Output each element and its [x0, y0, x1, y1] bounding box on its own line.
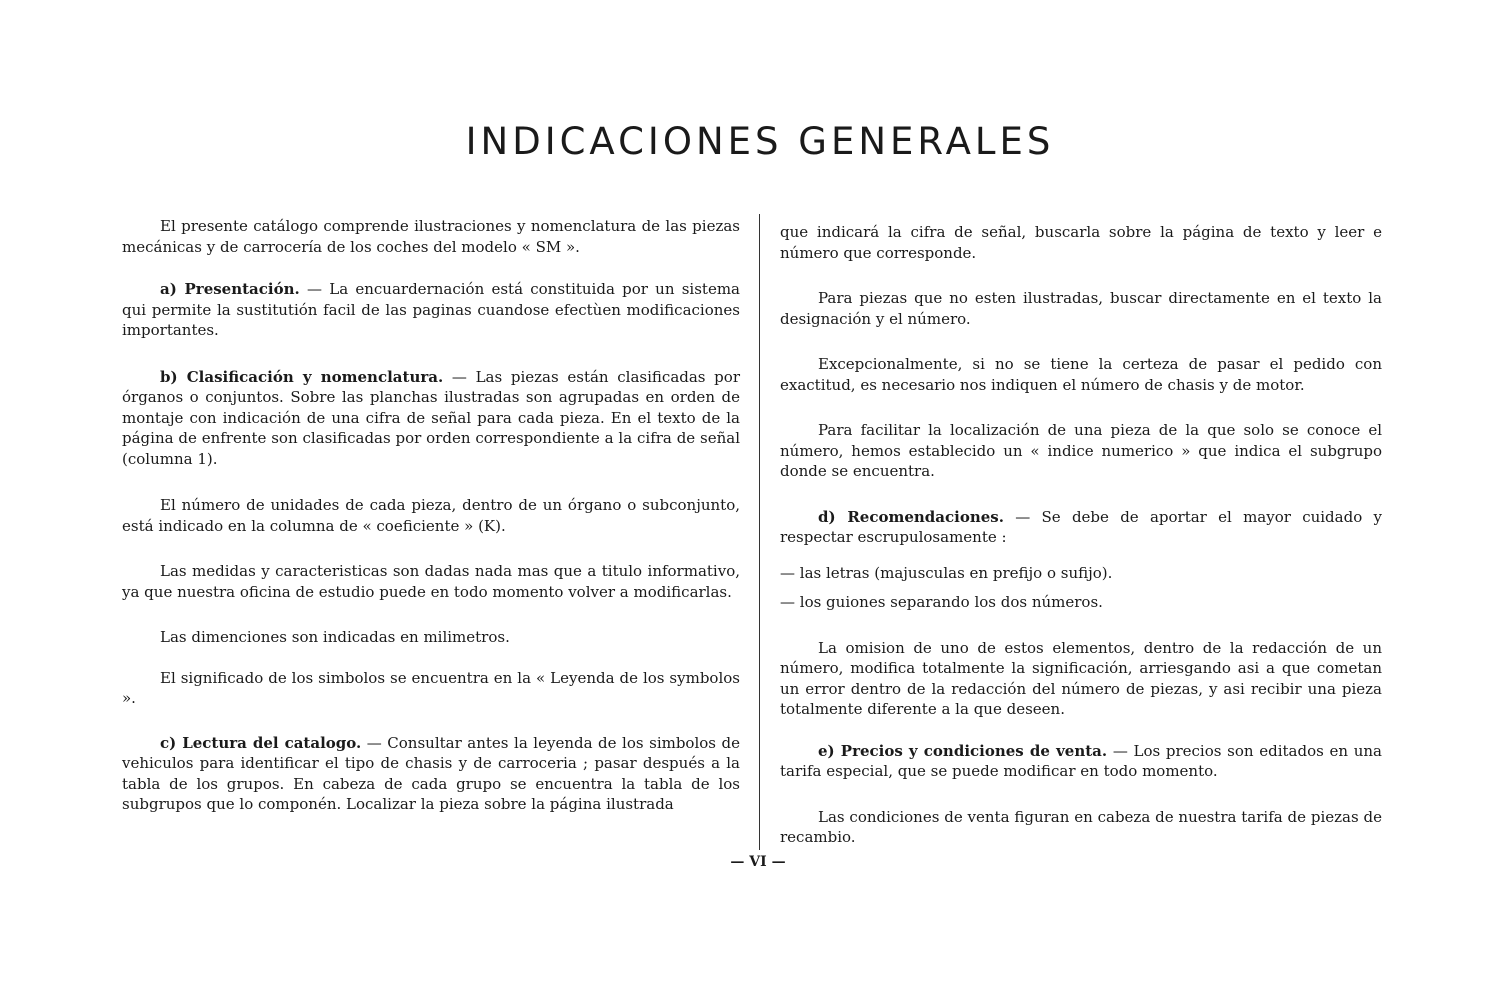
text-clasificacion: — Las piezas están clasificadas por órganos o conjuntos. Sobre las planchas ilustradas son agrupadas en orden de montaje con indicación de una cifra de señal para cada pieza. En el texto de la página de enfrente son clasificadas por orden correspondiente a la cifra de señal (columna 1). [122, 367, 740, 468]
paragraph-dimenciones: Las dimenciones son indicadas en milimetros. [160, 628, 510, 646]
paragraph-simbolos: El significado de los simbolos se encuentra en la « Leyenda de los symbolos ». [122, 668, 740, 707]
list-item-guiones: — los guiones separando los dos números. [780, 593, 1103, 611]
page-title: INDICACIONES GENERALES [465, 120, 1055, 163]
paragraph-condiciones: Las condiciones de venta figuran en cabeza de nuestra tarifa de piezas de recambio. [780, 807, 1382, 846]
paragraph-recomendaciones [780, 507, 1382, 548]
page-number: — VI — [730, 854, 786, 870]
right-column [780, 222, 1382, 848]
paragraph-omision: La omision de uno de estos elementos, dentro de la redacción de un número, modifica totalmente la significación, arriesgando asi a que cometan un error dentro de la redacción del número de piezas, y asi recibir una pieza totalmente diferente a la que deseen. [780, 638, 1382, 718]
heading-presentacion: a) Presentación. [160, 280, 300, 298]
paragraph-unidades: El número de unidades de cada pieza, dentro de un órgano o subconjunto, está indicado en la columna de « coeficiente » (K). [122, 496, 740, 535]
heading-precios: e) Precios y condiciones de venta. [818, 741, 1108, 760]
paragraph-precios [780, 741, 1382, 782]
text-lectura: — Consultar antes la leyenda de los simbolos de vehiculos para identificar el tipo de chasis y de carroceria ; pasar después a la tabla de los grupos. En cabeza de cada grupo se encuentra la tabla de los subgrupos que lo componén. Localizar la pieza sobre la página ilustrada [122, 733, 740, 813]
paragraph-medidas: Las medidas y caracteristicas son dadas nada mas que a titulo informativo, ya que nuestra oficina de estudio puede en todo momento volver a modificarlas. [122, 562, 740, 601]
heading-clasificacion: b) Clasificación y nomenclatura. [160, 367, 444, 386]
column-divider [759, 214, 760, 850]
paragraph-lectura [122, 733, 740, 815]
heading-recomendaciones: d) Recomendaciones. [818, 507, 1004, 526]
paragraph-no-ilustradas: Para piezas que no esten ilustradas, buscar directamente en el texto la designación y el número. [780, 289, 1382, 328]
left-column [122, 216, 740, 815]
paragraph-presentacion [122, 279, 740, 341]
paragraph-indice: Para facilitar la localización de una pieza de la que solo se conoce el número, hemos establecido un « indice numerico » que indica el subgrupo donde se encuentra. [780, 421, 1382, 480]
text-recomendaciones: — Se debe de aportar el mayor cuidado y respectar escrupulosamente : [780, 507, 1382, 546]
text-precios: — Los precios son editados en una tarifa especial, que se puede modificar en todo momento. [780, 741, 1382, 780]
paragraph-clasificacion [122, 367, 740, 470]
list-item-letras: — las letras (majusculas en prefijo o sufijo). [780, 563, 1113, 582]
paragraph-excepcionalmente: Excepcionalmente, si no se tiene la certeza de pasar el pedido con exactitud, es necesario nos indiquen el número de chasis y de motor. [780, 355, 1382, 394]
heading-lectura: c) Lectura del catalogo. [160, 733, 362, 752]
paragraph-intro: El presente catálogo comprende ilustraciones y nomenclatura de las piezas mecánicas y de carrocería de los coches del modelo « SM ». [122, 217, 740, 256]
paragraph-continuacion: que indicará la cifra de señal, buscarla sobre la página de texto y leer e número que corresponde. [780, 223, 1382, 262]
text-presentacion: — La encuardernación está constituida por un sistema qui permite la sustitutión facil de las paginas cuandose efectùen modificaciones importantes. [122, 280, 740, 339]
